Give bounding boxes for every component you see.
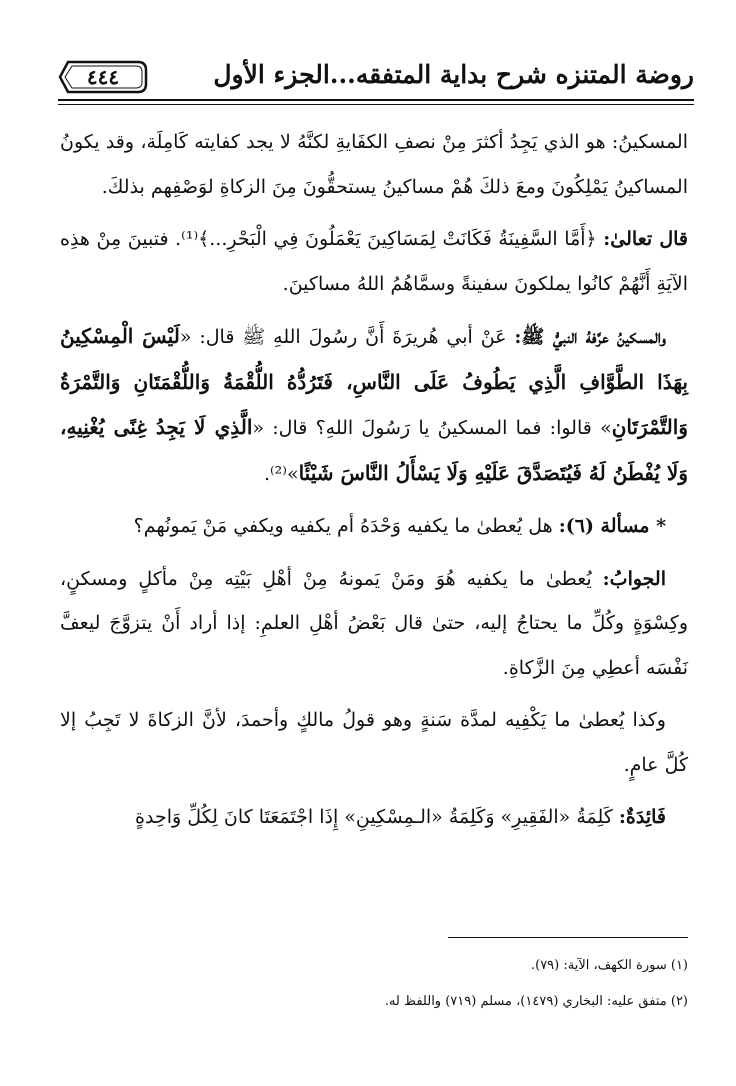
- paragraph-question: [60, 504, 688, 549]
- header-rule: [58, 99, 694, 101]
- paragraph-text: هل يُعطىٰ ما يكفيه وَحْدَهُ أم يكفيه ويكفي مَنْ يَمونُهم؟: [133, 515, 559, 537]
- lead-label: قال تعالىٰ:: [603, 228, 688, 250]
- paragraph-text: المسكينُ: هو الذي يَجِدُ أكثرَ مِنْ نصفِ الكفَايةِ لكنَّهُ لا يجد كفايته كَامِلَة، وقد يكونُ المساكينُ يَمْلِكُونَ ومعَ ذلكَ هُمْ مساكينُ يستحقُّونَ مِنَ الزكاةِ لوَصْفِهم بذلكَ.: [60, 131, 688, 198]
- paragraph-miskin-definition: [60, 120, 688, 209]
- paragraph-quran-verse: [60, 217, 688, 306]
- header-rule-thin: [58, 104, 694, 105]
- hadith-text: لَيْسَ الْمِسْكِينُ بِهَذَا الطَّوَّافِ الَّذِي يَطُوفُ عَلَى النَّاسِ، فَتَرُدُّهُ اللُّقْمَةُ وَاللُّقْمَتَانِ وَالتَّمْرَةُ وَالتَّمْرَتَانِ: [60, 324, 688, 439]
- paragraph-text: » قالوا: فما المسكينُ يا رَسُولَ اللهِ؟ قال: «: [252, 417, 612, 439]
- paragraph-text: »⁽²⁾.: [263, 462, 299, 485]
- main-text: [60, 120, 688, 848]
- paragraph-text: وكذا يُعطىٰ ما يَكْفِيه لمدَّة سَنةٍ وهو قولُ مالكٍ وأحمدَ، لأنَّ الزكاةَ لا تَجِبُ إلا كُلَّ عامٍ.: [60, 709, 688, 776]
- paragraph-hadith: [60, 314, 688, 496]
- hadith-text: الَّذِي لَا يَجِدُ غِنًى يُغْنِيهِ، وَلَا يُفْطَنُ لَهُ فَيُتَصَدَّقَ عَلَيْهِ وَلَا يَسْأَلُ النَّاسَ شَيْئًا: [60, 415, 688, 485]
- paragraph-benefit: [60, 795, 688, 840]
- page-header: [58, 56, 694, 106]
- paragraph-text: ﴿أَمَّا السَّفِينَةُ فَكَانَتْ لِمَسَاكِينَ يَعْمَلُونَ فِي الْبَحْرِ...﴾⁽¹⁾. فتبينَ مِنْ هذِه الآيَةِ أَنَّهُمْ كانُوا يملكونَ سفينةً وسمَّاهُمُ اللهُ مساكينَ.: [60, 228, 688, 295]
- paragraph-text: يُعطىٰ ما يكفيه هُوَ ومَنْ يَمونهُ مِنْ أهْلِ بَيْتِه مِنْ مأكلٍ ومسكنٍ، وكِسْوَةٍ وكُلِّ ما يحتاجُ إليه، حتىٰ قال بَعْضُ أهْلِ العلمِ: إذا أراد أَنْ يتزوَّجَ ليعفَّ نَفْسَه أعطِي مِنَ الزَّكاةِ.: [60, 567, 688, 679]
- answer-label: الجوابُ:: [602, 567, 666, 590]
- paragraph-text: كَلِمَةُ «الفَقِيرِ» وَكَلِمَةُ «الـمِسْكِينِ» إِذَا اجْتَمَعَتَا كانَ لِكُلِّ وَاحِدةٍ: [135, 806, 619, 828]
- paragraph-duration: [60, 698, 688, 787]
- page-number-badge: [58, 60, 148, 94]
- footnote-2: (٢) متفق عليه: البخاري (١٤٧٩)، مسلم (٧١٩) واللفظ له.: [384, 994, 688, 1009]
- footnote-separator: [448, 937, 688, 938]
- footnotes: [58, 948, 688, 1020]
- footnote-1: (١) سورة الكهف، الآية: (٧٩).: [530, 958, 688, 973]
- page-number: ٤٤٤: [86, 65, 120, 89]
- paragraph-answer: [60, 557, 688, 691]
- question-label: * مسألة (٦):: [558, 515, 666, 537]
- paragraph-text: عَنْ أبي هُريرَةَ أَنَّ رسُولَ اللهِ ﷺ قال: «: [179, 326, 515, 348]
- benefit-label: فَائِدَةٌ:: [618, 806, 666, 828]
- running-title: روضة المتنزه شرح بداية المتفقه...الجزء الأول: [213, 60, 694, 89]
- lead-label: والمسكينُ عرَّفهُ النبيُّ ﷺ:: [514, 326, 667, 348]
